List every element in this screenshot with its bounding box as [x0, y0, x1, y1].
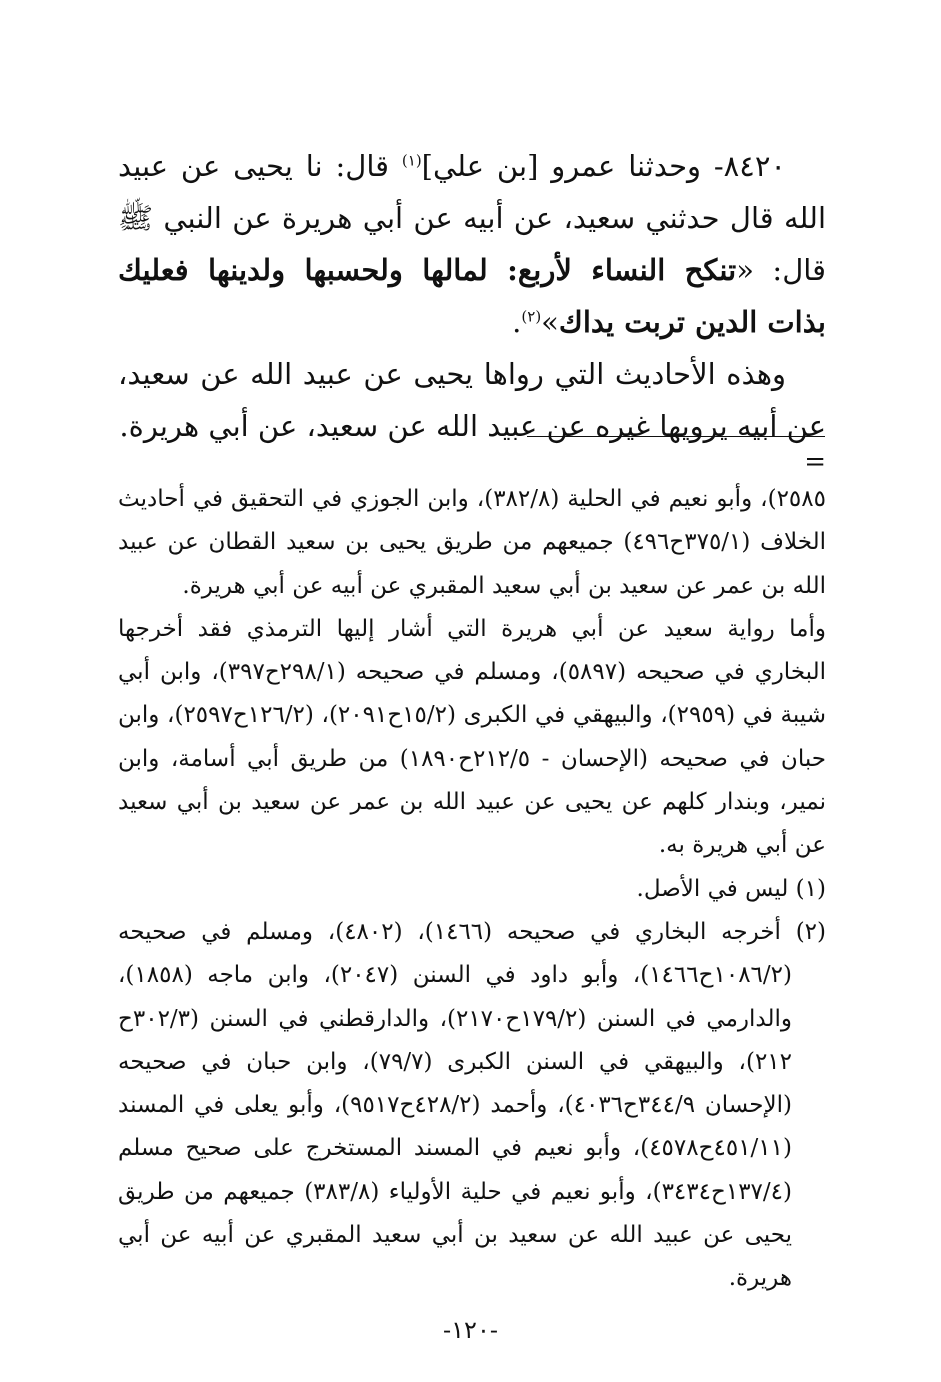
- author-note: وهذه الأحاديث التي رواها يحيى عن عبيد الله عن سعيد، عن أبيه يرويها غيره عن عبيد الله عن سعيد، عن أبي هريرة.: [118, 357, 826, 443]
- footnote-divider: [527, 436, 825, 437]
- footnote-ref-2: (٢): [521, 307, 542, 326]
- footnote-continued: ٢٥٨٥)، وأبو نعيم في الحلية (٣٨٢/٨)، وابن الجوزي في التحقيق في أحاديث الخلاف (٣٧٥/١ح٤٩٦) جميعهم من طريق يحيى بن سعيد القطان عن عبيد الله بن عمر عن سعيد بن أبي سعيد المقبري عن أبيه عن أبي هريرة.: [118, 486, 826, 599]
- hadith-narration: قال: نا يحيى عن عبيد الله قال حدثني سعيد، عن أبيه عن أبي هريرة عن النبي ﷺ قال: «: [118, 149, 826, 287]
- hadith-end: .: [512, 305, 522, 339]
- hadith-intro: ٨٤٢٠- وحدثنا عمرو [بن علي]: [421, 149, 786, 183]
- continuation-mark: =: [804, 447, 826, 477]
- hadith-matn: تنكح النساء لأربع: لمالها ولحسبها ولدينها فعليك بذات الدين تربت يداك: [118, 253, 826, 339]
- hadith-close-quote: »: [541, 305, 559, 339]
- main-text: [118, 140, 826, 452]
- footnote-continued-2: وأما رواية سعيد عن أبي هريرة التي أشار إليها الترمذي فقد أخرجها البخاري في صحيحه (٥٨٩٧)، ومسلم في صحيحه (٢٩٨/١ح٣٩٧)، وابن أبي شيبة في (٢٩٥٩)، والبيهقي في الكبرى (١٥/٢ح٢٠٩١)، (١٢٦/٢ح٢٥٩٧)، وابن حبان في صحيحه (الإحسان - ٢١٢/٥ح١٨٩٠) من طريق أبي أسامة، وابن نمير، وبندار كلهم عن يحيى عن عبيد الله بن عمر عن سعيد بن أبي سعيد عن أبي هريرة به.: [118, 615, 827, 859]
- page-number: -١٢٠-: [443, 1316, 498, 1344]
- hadith-paragraph: [118, 140, 826, 348]
- footnote-2: (٢) أخرجه البخاري في صحيحه (١٤٦٦)، (٤٨٠٢)، ومسلم في صحيحه (١٠٨٦/٢ح١٤٦٦)، وأبو داود في السنن (٢٠٤٧)، وابن ماجه (١٨٥٨)، والدارمي في السنن (١٧٩/٢ح٢١٧٠)، والدارقطني في السنن (٣٠٢/٣ح ٢١٢)، والبيهقي في السنن الكبرى (٧٩/٧)، وابن حبان في صحيحه (الإحسان ٣٤٤/٩ح٤٠٣٦)، وأحمد (٤٢٨/٢ح٩٥١٧)، وأبو يعلى في المسند (٤٥١/١١ح٤٥٧٨)، وأبو نعيم في المسند المستخرج على صحيح مسلم (١٣٧/٤ح٣٤٣٤)، وأبو نعيم في حلية الأولياء (٣٨٣/٨) جميعهم من طريق يحيى عن عبيد الله عن سعيد بن أبي سعيد المقبري عن أبيه عن أبي هريرة.: [118, 918, 827, 1292]
- footnotes-section: [118, 478, 826, 1301]
- footnote-1: (١) ليس في الأصل.: [636, 875, 826, 902]
- footnote-ref-1: (١): [401, 151, 422, 170]
